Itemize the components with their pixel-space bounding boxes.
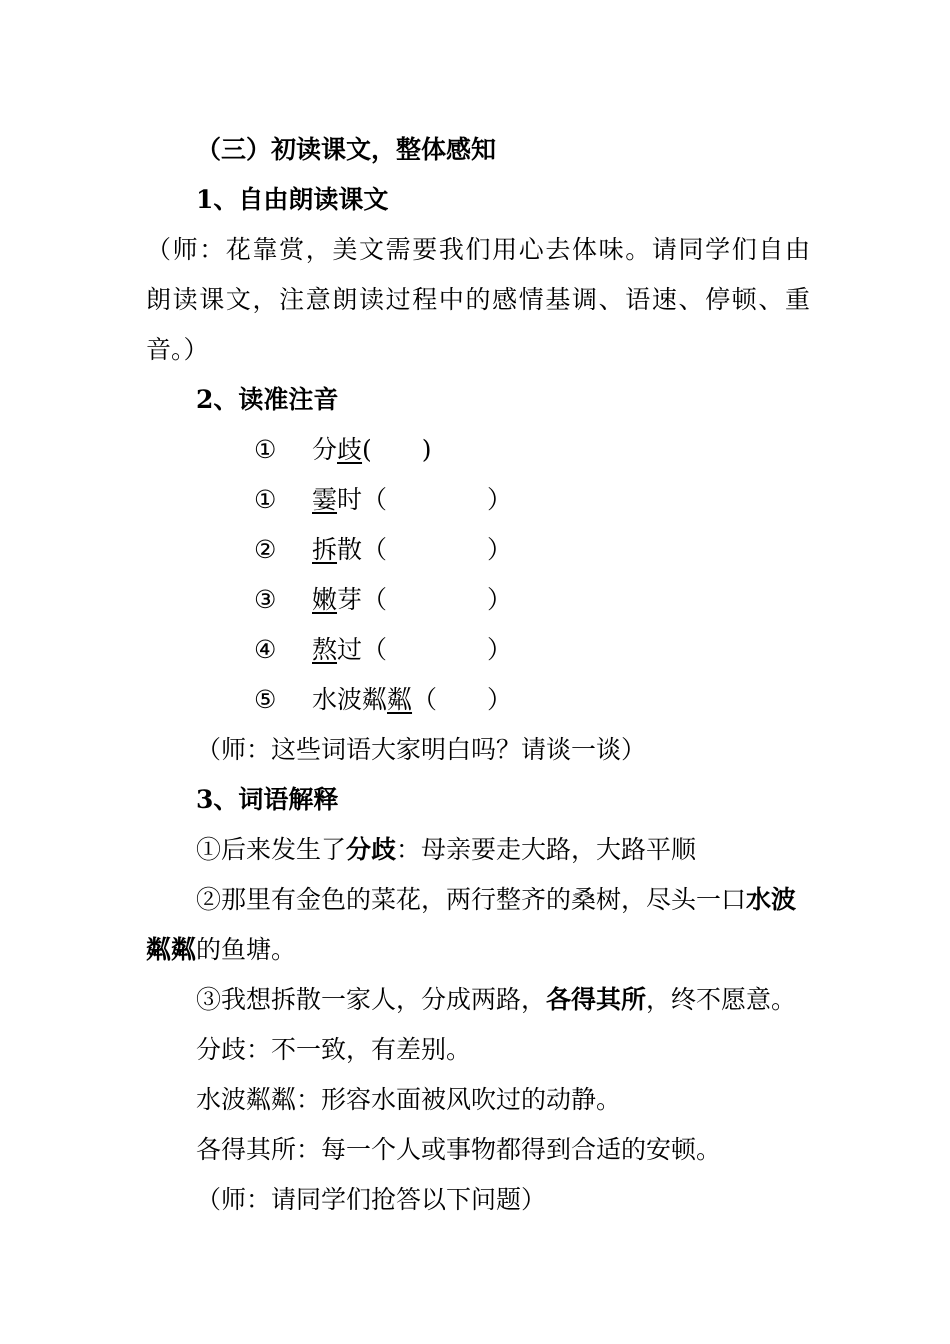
step1-paragraph-line-2: 朗读课文，注意朗读过程中的感情基调、语速、停顿、重 <box>146 285 810 314</box>
item-number: ⑤ <box>254 685 277 714</box>
item-number: ② <box>254 535 277 564</box>
item-number: ④ <box>254 635 277 664</box>
definition-2: 水波粼粼：形容水面被风吹过的动静。 <box>196 1085 622 1114</box>
key-term: 粼粼 <box>146 935 197 964</box>
underlined-char: 粼 <box>387 685 413 714</box>
underlined-char: 歧 <box>337 435 363 464</box>
item-number: ① <box>254 485 277 514</box>
step2-teacher-note: （师：这些词语大家明白吗？请谈一谈） <box>196 735 647 764</box>
definition-1: 分歧：不一致，有差别。 <box>196 1035 472 1064</box>
item-number: ③ <box>254 585 277 614</box>
item-number: ① <box>254 435 277 464</box>
sentence-2-line-1: ②那里有金色的菜花，两行整齐的桑树，尽头一口水波 <box>196 885 797 914</box>
pinyin-item: ④ 熬过（ ） <box>254 633 512 667</box>
key-term: 各得其所 <box>546 985 647 1014</box>
pinyin-item: ① 分歧( ) <box>254 433 432 467</box>
pinyin-item: ⑤ 水波粼粼（ ） <box>254 683 512 717</box>
pinyin-item: ② 拆散（ ） <box>254 533 512 567</box>
pinyin-item: ① 霎时（ ） <box>254 483 512 517</box>
sentence-2-line-2: 粼粼的鱼塘。 <box>146 935 297 964</box>
underlined-char: 拆 <box>312 535 338 564</box>
key-term: 分歧 <box>346 835 397 864</box>
pinyin-item: ③ 嫩芽（ ） <box>254 583 512 617</box>
key-term: 水波 <box>746 885 797 914</box>
underlined-char: 熬 <box>312 635 338 664</box>
sentence-1: ①后来发生了分歧：母亲要走大路，大路平顺 <box>196 835 697 864</box>
step3-heading: 3、词语解释 <box>196 785 339 814</box>
step1-paragraph-line-1: （师：花靠赏，美文需要我们用心去体味。请同学们自由 <box>146 235 810 264</box>
underlined-char: 霎 <box>312 485 338 514</box>
sentence-3: ③我想拆散一家人，分成两路，各得其所，终不愿意。 <box>196 985 797 1014</box>
step1-paragraph-line-3: 音。） <box>146 335 209 364</box>
section-title: （三）初读课文，整体感知 <box>196 135 497 164</box>
step3-teacher-note: （师：请同学们抢答以下问题） <box>196 1185 547 1214</box>
step2-heading: 2、读准注音 <box>196 385 339 414</box>
definition-3: 各得其所：每一个人或事物都得到合适的安顿。 <box>196 1135 722 1164</box>
underlined-char: 嫩 <box>312 585 338 614</box>
step1-heading: 1、自由朗读课文 <box>196 185 389 214</box>
